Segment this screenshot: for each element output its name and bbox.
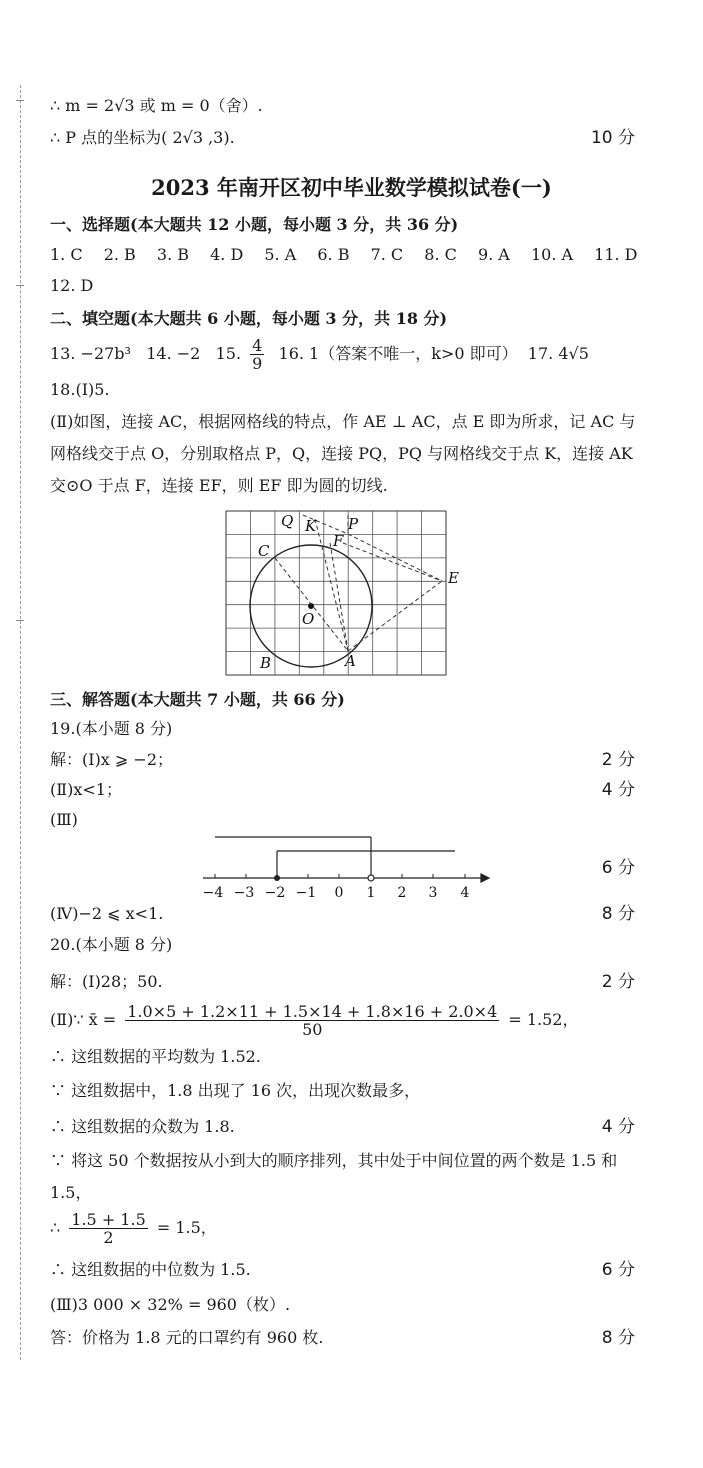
margin-tick	[16, 620, 24, 621]
binding-margin-line	[20, 85, 21, 1360]
score: 6 分	[601, 858, 635, 878]
top-line-2: ∴ P 点的坐标为( 2√3 ,3).	[50, 128, 235, 147]
q20-line10: 答：价格为 1.8 元的口罩约有 960 枚.	[50, 1328, 324, 1347]
label-q: Q	[281, 512, 294, 530]
answer-q14: 14. −2	[146, 344, 201, 363]
tick-label: 4	[460, 885, 470, 900]
section2-heading: 二、填空题(本大题共 6 小题，每小题 3 分，共 18 分)	[50, 309, 448, 328]
score: 4 分	[601, 1117, 635, 1137]
tick-label: 1	[366, 885, 376, 900]
answer-q13: 13. −27b³	[50, 344, 131, 363]
answer-q18-1: 18.(Ⅰ)5.	[50, 380, 110, 399]
q20-mean-formula: (Ⅱ)∵ x̄ = $\frac{1.0\times 5 + 1.2\times 11 + 1.5\times 14 + 1.8\times 16 + 2.0\times 4}{50}$ = 1.52，	[50, 1002, 579, 1039]
score: 6 分	[601, 1260, 635, 1280]
q20-line6: ∵ 将这 50 个数据按从小到大的顺序排列，其中处于中间位置的两个数是 1.5 和 1.5，	[50, 1151, 618, 1202]
score: 2 分	[601, 972, 635, 992]
page-title: 2023 年南开区初中毕业数学模拟试卷(一)	[151, 175, 552, 200]
tick-label: −2	[264, 885, 286, 900]
q19-part1: 解：(Ⅰ)x ⩾ −2；	[50, 750, 173, 769]
label-c: C	[258, 542, 270, 560]
tick-label: −4	[202, 885, 224, 900]
q19-part3: (Ⅲ)	[50, 810, 78, 829]
answer-item: 7. C	[370, 245, 404, 264]
answer-q15-label: 15.	[215, 344, 242, 363]
mean-fraction: $\frac{1.0\times 5 + 1.2\times 11 + 1.5\times 14 + 1.8\times 16 + 2.0\times 4}{50}$	[127, 1002, 498, 1039]
label-e: E	[448, 569, 459, 587]
answer-q17: 17. 4√5	[527, 344, 589, 363]
answer-q16: 16. 1（答案不唯一，k>0 即可）	[278, 344, 518, 363]
answer-item: 9. A	[477, 245, 510, 264]
q20-line5: ∴ 这组数据的众数为 1.8.	[50, 1117, 235, 1136]
fill-answers	[50, 336, 589, 372]
tick-label: 3	[428, 885, 438, 900]
section3-heading: 三、解答题(本大题共 7 小题，共 66 分)	[50, 690, 345, 709]
tick-label: 0	[334, 885, 344, 900]
label-b: B	[260, 654, 272, 672]
q20-median-formula: ∴ $\frac{1.5 + 1.5}{2}$ = 1.5，	[50, 1210, 217, 1247]
q20-line9: (Ⅲ)3 000 × 32% = 960（枚）.	[50, 1295, 291, 1314]
q20-heading: 20.(本小题 8 分)	[50, 935, 173, 954]
q20-line4: ∵ 这组数据中，1.8 出现了 16 次，出现次数最多，	[50, 1081, 421, 1100]
number-line	[195, 825, 495, 900]
section1-heading: 一、选择题(本大题共 12 小题，每小题 3 分，共 36 分)	[50, 215, 459, 234]
label-k: K	[305, 517, 317, 535]
answer-item: 8. C	[424, 245, 457, 264]
tick-label: −1	[295, 885, 317, 900]
answer-item: 6. B	[317, 245, 350, 264]
answer-item: 10. A	[530, 245, 574, 264]
score: 8 分	[601, 904, 635, 924]
open-point	[368, 875, 374, 881]
margin-tick	[16, 100, 24, 101]
label-o: O	[302, 610, 315, 628]
q19-part4: (Ⅳ)−2 ⩽ x<1.	[50, 904, 164, 923]
score: 2 分	[601, 750, 635, 770]
answer-item: 2. B	[103, 245, 136, 264]
median-fraction: $\frac{1.5 + 1.5}{2}$	[71, 1210, 146, 1247]
closed-point	[274, 875, 280, 881]
answer-q18-2: (Ⅱ)如图，连接 AC，根据网格线的特点，作 AE ⊥ AC，点 E 即为所求，记 AC 与网格线交于点 O，分别取格点 P，Q，连接 PQ，PQ 与网格线交于点 K，连接 AK 交⊙O 于点 F，连接 EF，则 EF 即为圆的切线.	[50, 412, 636, 495]
label-p: P	[348, 515, 359, 533]
score: 4 分	[601, 780, 635, 800]
tick-label: −3	[233, 885, 255, 900]
answer-q15-fraction: $\frac{4}{9}$	[252, 336, 263, 373]
q19-part2: (Ⅱ)x<1；	[50, 780, 122, 799]
q19-heading: 19.(本小题 8 分)	[50, 719, 173, 738]
score: 8 分	[601, 1328, 635, 1348]
grid-figure	[220, 505, 470, 685]
answer-item: 1. C	[50, 245, 83, 264]
answer-item: 12. D	[50, 276, 94, 295]
tick-label: 2	[397, 885, 407, 900]
answer-item: 4. D	[210, 245, 244, 264]
choice-answers	[50, 245, 654, 265]
answer-item: 11. D	[594, 245, 638, 264]
q20-line8: ∴ 这组数据的中位数为 1.5.	[50, 1260, 251, 1279]
answer-item: 5. A	[264, 245, 297, 264]
label-f: F	[333, 532, 344, 550]
margin-tick	[16, 285, 24, 286]
label-a: A	[345, 652, 356, 670]
answer-item: 3. B	[156, 245, 189, 264]
score: 10 分	[590, 128, 635, 148]
q20-part1: 解：(Ⅰ)28；50.	[50, 972, 163, 991]
q20-line3: ∴ 这组数据的平均数为 1.52.	[50, 1047, 261, 1066]
top-line-1: ∴ m = 2√3 或 m = 0（舍）.	[50, 96, 263, 115]
